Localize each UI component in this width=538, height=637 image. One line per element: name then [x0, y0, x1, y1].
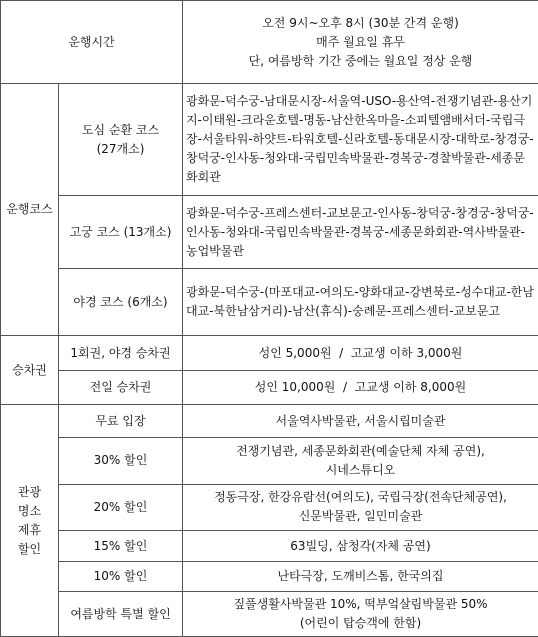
hours-value — [183, 1, 538, 84]
course-route: 광화문-덕수궁-(마포대교-여의도-양화대교-강변북로-성수대교-한남대교-북한남삼거리)-남산(휴식)-숭례문-프레스센터-교보문고 — [183, 269, 538, 336]
course-row — [1, 196, 538, 269]
discount-places: 서울역사박물관, 서울시립미술관 — [183, 405, 538, 438]
discount-type: 15% 할인 — [59, 531, 183, 561]
discount-type: 30% 할인 — [59, 437, 183, 484]
discount-places-line: 신문박물관, 일민미술관 — [298, 509, 423, 524]
discounts-label-line: 관광 — [17, 484, 42, 499]
discount-row — [1, 405, 538, 438]
hours-line: 단, 여름방학 기간 중에는 월요일 정상 운행 — [248, 53, 473, 68]
discounts-label — [1, 405, 59, 637]
discount-row — [1, 531, 538, 561]
discount-places-line: 전쟁기념관, 세종문화회관(예술단체 자체 공연), — [236, 443, 485, 458]
ticket-row — [1, 370, 538, 405]
course-name — [59, 84, 183, 196]
discount-type: 여름방학 특별 할인 — [59, 592, 183, 637]
course-name-line: 도심 순환 코스 — [81, 122, 160, 137]
discount-places: 난타극장, 도깨비스톰, 한국의집 — [183, 561, 538, 591]
discount-places-line: 짚풀생활사박물관 10%, 떡부엌살림박물관 50% — [233, 597, 488, 612]
hours-label: 운행시간 — [1, 1, 183, 84]
discount-type: 무료 입장 — [59, 405, 183, 438]
discount-places-line: 정동극장, 한강유람선(여의도), 국립극장(전속단체공연), — [214, 490, 507, 505]
discount-places-line: 시네스튜디오 — [325, 462, 396, 477]
discount-row — [1, 437, 538, 484]
hours-line: 오전 9시~오후 8시 (30분 간격 운행) — [262, 15, 459, 30]
discount-row — [1, 592, 538, 637]
tickets-label: 승차권 — [1, 336, 59, 405]
discount-places-line: (어린이 탑승객에 한함) — [299, 616, 422, 631]
discount-type: 20% 할인 — [59, 484, 183, 531]
ticket-price: 성인 5,000원 / 고교생 이하 3,000원 — [183, 336, 538, 371]
ticket-row — [1, 336, 538, 371]
discount-row — [1, 561, 538, 591]
discount-row — [1, 484, 538, 531]
discounts-label-line: 명소 — [17, 503, 42, 518]
discounts-label-line: 할인 — [17, 541, 42, 556]
discount-places — [183, 484, 538, 531]
course-name-line: (27개소) — [96, 141, 145, 156]
course-name: 야경 코스 (6개소) — [59, 269, 183, 336]
ticket-price: 성인 10,000원 / 고교생 이하 8,000원 — [183, 370, 538, 405]
discounts-label-line: 제휴 — [17, 522, 42, 537]
discount-places: 63빌딩, 삼청각(자체 공연) — [183, 531, 538, 561]
ticket-name: 전일 승차권 — [59, 370, 183, 405]
hours-row — [1, 1, 538, 84]
ticket-name: 1회권, 야경 승차권 — [59, 336, 183, 371]
course-name: 고궁 코스 (13개소) — [59, 196, 183, 269]
discount-type: 10% 할인 — [59, 561, 183, 591]
discount-places — [183, 437, 538, 484]
hours-line: 매주 월요일 휴무 — [316, 34, 405, 49]
courses-label: 운행코스 — [1, 84, 59, 336]
course-row — [1, 84, 538, 196]
course-row — [1, 269, 538, 336]
discount-places — [183, 592, 538, 637]
course-route: 광화문-덕수궁-프레스센터-교보문고-인사동-창덕궁-창경궁-창덕궁-인사동-청와대-국립민속박물관-경복궁-세종문화회관-역사박물관-농업박물관 — [183, 196, 538, 269]
course-route: 광화문-덕수궁-남대문시장-서울역-USO-용산역-전쟁기념관-용산기지-이태원-크라운호텔-명동-남산한옥마을-소피텔앰배서더-국립극장-서울타워-하얏트-타워호텔-신라호텔-동대문시장-대학로-창경궁-창덕궁-인사동-청와대-국립민속박물관-경복궁-경찰박물관-세종문화회관 — [183, 84, 538, 196]
